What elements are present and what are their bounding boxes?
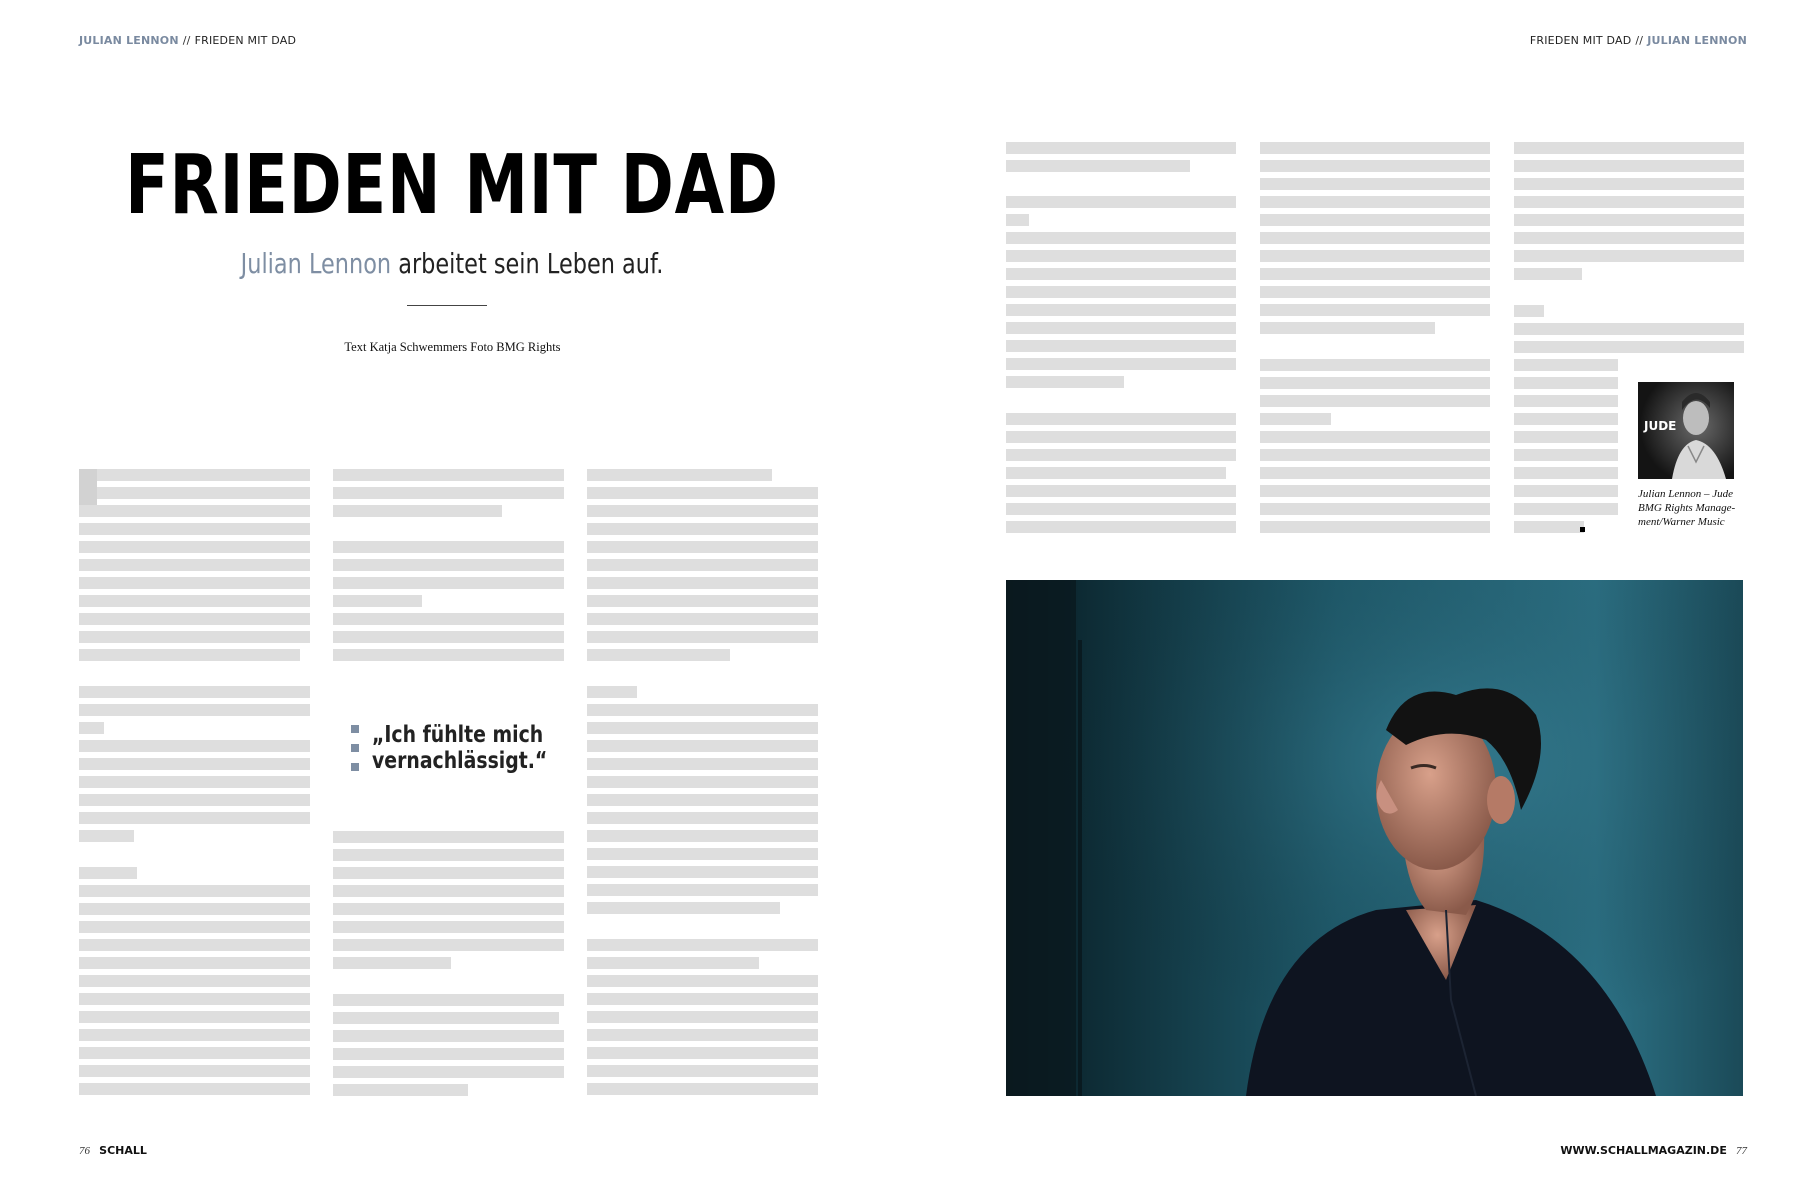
end-mark [1580,527,1585,532]
text-line [1006,214,1029,226]
text-line [79,885,310,897]
subtitle-name: Julian Lennon [240,247,392,280]
text-line [79,1083,310,1095]
credits: Text Katja Schwemmers Foto BMG Rights [344,340,561,354]
text-line [79,921,310,933]
folio-right [1560,1144,1747,1157]
album-cover-image [1638,382,1734,479]
page-number-left: 76 [79,1145,90,1157]
header-author: JULIAN LENNON [79,34,179,47]
pull-quote-line-1: „Ich fühlte mich [372,722,544,748]
text-line [1514,395,1618,407]
text-line [1006,485,1236,497]
portrait-photo [1006,580,1743,1096]
text-line [1514,250,1744,262]
header-separator: // [182,34,191,47]
header-title: FRIEDEN MIT DAD [194,34,297,47]
text-line [333,1030,564,1042]
text-line [79,1047,310,1059]
text-line [333,939,564,951]
text-line [333,505,502,517]
text-line [1006,250,1236,262]
text-line [1514,323,1744,335]
text-line [79,595,310,607]
text-line [1514,503,1618,515]
header-separator: // [1635,34,1644,47]
text-line [1514,467,1618,479]
text-line [1260,431,1490,443]
magazine-name: SCHALL [99,1144,147,1157]
text-line [587,794,818,806]
text-line [79,794,310,806]
running-header-left [79,34,296,47]
quote-mark-square [351,725,359,733]
text-line [1514,521,1584,533]
text-line [587,631,818,643]
text-line [1006,521,1236,533]
text-line [1514,305,1544,317]
text-line [1260,485,1490,497]
text-line [587,812,818,824]
text-line [1006,340,1236,352]
text-line [587,505,818,517]
text-line [79,740,310,752]
text-line [333,541,564,553]
text-line [79,957,310,969]
right-page [905,0,1811,1189]
text-line [1260,395,1490,407]
text-line [587,957,759,969]
text-line [587,866,818,878]
text-line [1006,431,1236,443]
text-line [1514,160,1744,172]
text-line [1514,377,1618,389]
text-line [1006,449,1236,461]
caption-line-2: BMG Rights Manage- [1638,502,1736,514]
text-line [1514,431,1618,443]
text-line [1006,358,1236,370]
quote-mark-square [351,744,359,752]
text-line [333,957,451,969]
text-line [1006,376,1124,388]
text-line [587,722,818,734]
text-line [97,469,310,481]
text-line [1006,232,1236,244]
text-line [333,595,422,607]
text-line [97,487,310,499]
quote-mark-square [351,763,359,771]
text-line [587,487,818,499]
text-line [587,830,818,842]
text-line [333,885,564,897]
text-line [1260,449,1490,461]
image-caption [1638,487,1735,529]
text-line [1514,485,1618,497]
text-line [1260,214,1490,226]
text-line [1260,232,1490,244]
page-number-right: 77 [1736,1145,1747,1157]
text-line [79,1029,310,1041]
text-line [79,758,310,770]
text-line [333,1084,468,1096]
caption-line-1: Julian Lennon – Jude [1638,488,1734,500]
text-line [79,559,310,571]
text-line [333,469,564,481]
text-line [333,921,564,933]
text-line [587,776,818,788]
pull-quote [372,722,547,774]
text-line [79,812,310,824]
text-line [1514,341,1744,353]
text-line [587,939,818,951]
portrait-image [1006,580,1743,1096]
text-line [587,559,818,571]
text-line [79,523,310,535]
text-line [79,631,310,643]
text-line [1260,142,1490,154]
text-line [587,758,818,770]
text-line [1006,413,1236,425]
text-line [1006,467,1226,479]
text-line [333,994,564,1006]
text-line [587,649,730,661]
header-title: FRIEDEN MIT DAD [1529,34,1632,47]
text-line [1260,286,1490,298]
header-author: JULIAN LENNON [1647,34,1747,47]
text-line [333,849,564,861]
text-line [79,722,104,734]
text-line [333,487,564,499]
text-line [587,1065,818,1077]
text-line [333,1048,564,1060]
text-line [1260,268,1490,280]
text-line [587,1047,818,1059]
text-line [333,613,564,625]
text-line [1006,196,1236,208]
left-page [0,0,905,1189]
text-line [1260,377,1490,389]
text-line [1260,521,1490,533]
text-line [587,975,818,987]
text-line [1006,304,1236,316]
text-line [79,704,310,716]
text-line [333,631,564,643]
text-line [79,613,310,625]
subtitle-rest: arbeitet sein Leben auf. [391,247,664,280]
text-line [587,740,818,752]
headline: FRIEDEN MIT DAD [125,138,779,233]
text-line [587,613,818,625]
text-line [79,975,310,987]
text-line [79,939,310,951]
text-line [79,867,137,879]
text-line [587,686,637,698]
text-line [1260,322,1435,334]
text-line [79,993,310,1005]
text-line [333,559,564,571]
text-line [587,993,818,1005]
text-line [1514,413,1618,425]
text-line [79,541,310,553]
text-line [79,776,310,788]
text-line [1260,178,1490,190]
text-line [1006,322,1236,334]
text-line [79,686,310,698]
text-line [1260,359,1490,371]
text-line [1514,232,1744,244]
text-line [1260,413,1331,425]
running-header-right [1530,34,1747,47]
text-line [1006,268,1236,280]
text-line [79,649,300,661]
text-line [1514,359,1618,371]
text-line [587,541,818,553]
text-line [79,903,310,915]
text-line [587,1083,818,1095]
text-line [587,902,780,914]
text-line [1514,196,1744,208]
text-line [587,884,818,896]
text-line [1260,503,1490,515]
text-line [1006,160,1190,172]
text-line [1260,304,1490,316]
text-line [1006,503,1236,515]
text-line [1514,449,1618,461]
text-line [1260,196,1490,208]
text-line [587,577,818,589]
text-line [1006,142,1236,154]
caption-line-3: ment/Warner Music [1638,516,1725,528]
headline-divider [407,305,487,306]
subtitle [90,247,814,280]
text-line [1260,467,1490,479]
album-cover-title: JUDE [1644,419,1677,433]
text-line [1006,286,1236,298]
text-line [1514,178,1744,190]
text-line [587,704,818,716]
text-line [587,1029,818,1041]
text-line [333,1066,564,1078]
text-line [333,1012,559,1024]
text-line [333,903,564,915]
text-line [79,1011,310,1023]
text-line [1514,268,1582,280]
text-line [333,831,564,843]
text-line [79,1065,310,1077]
website-url: WWW.SCHALLMAGAZIN.DE [1560,1144,1727,1157]
pull-quote-line-2: vernachlässigt.“ [372,748,548,774]
folio-left [79,1144,147,1157]
text-line [79,577,310,589]
text-line [333,649,564,661]
text-line [587,469,772,481]
text-line [587,1011,818,1023]
text-line [1260,250,1490,262]
text-line [1514,142,1744,154]
text-line [587,523,818,535]
text-line [333,867,564,879]
album-cover [1638,382,1734,479]
text-line [333,577,564,589]
text-line [587,848,818,860]
text-line [587,595,818,607]
text-line [79,505,310,517]
text-line [1514,214,1744,226]
text-line [1260,160,1490,172]
text-line [79,830,134,842]
